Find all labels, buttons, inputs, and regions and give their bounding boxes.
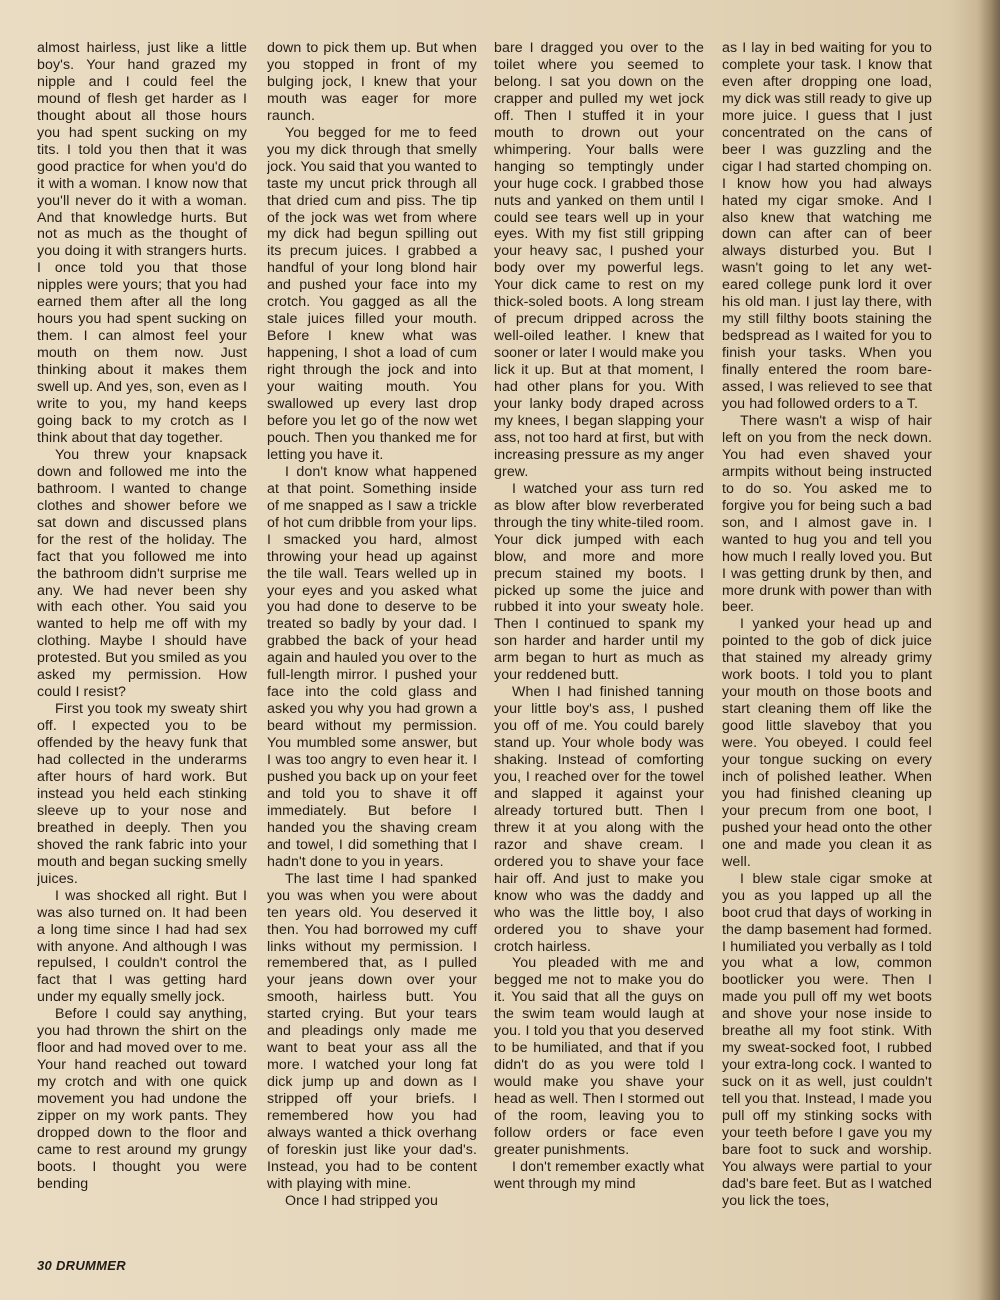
paragraph: I don't remember exactly what went through my mind [494, 1158, 704, 1192]
paragraph: You pleaded with me and begged me not to make you do it. You said that all the guys on the swim team would laugh at you. I told you that you deserved to be humiliated, and that if you didn't do as you were told I would make you shave your head as well. Then I stormed out of the room, leaving you to follow orders or face even greater punishments. [494, 955, 704, 1158]
paragraph: as I lay in bed waiting for you to complete your task. I know that even after dropping one load, my dick was still ready to give up more juice. I guess that I just concentrated on the cans of beer I was guzzling and the cigar I had started chomping on. I know how you had always hated my cigar smoke. And I also knew that watching me down can after can of beer always disturbed you. But I wasn't going to let any wet-eared college punk lord it over his old man. I just lay there, with my still filthy boots staining the bedspread as I waited for you to finish your tasks. When you finally entered the room bare-assed, I was relieved to see that you had followed orders to a T. [722, 40, 932, 413]
paragraph: The last time I had spanked you was when you were about ten years old. You deserved it then. You had borrowed my cuff links without my permission. I remembered that, as I pulled your jeans down over your smooth, hairless butt. You started crying. But your tears and pleadings only made me want to beat your ass all the more. I watched your long fat dick jump up and down as I stripped off your briefs. I remembered how you had always wanted a thick overhang of foreskin just like your dad's. Instead, you had to be content with playing with mine. [267, 870, 477, 1192]
paragraph: I blew stale cigar smoke at you as you lapped up all the boot crud that days of working in the damp basement had formed. I humiliated you verbally as I told you what a low, common bootlicker you were. Then I made you pull off my wet boots and shove your nose inside to breathe all my foot stink. With my sweat-socked foot, I rubbed your extra-long cock. I wanted to suck on it as well, just couldn't tell you that. Instead, I made you pull off my stinking socks with your teeth before I gave you my bare foot to suck and worship. You always were partial to your dad's bare feet. But as I watched you lick the toes, [722, 870, 932, 1209]
paragraph: I was shocked all right. But I was also turned on. It had been a long time since I had had sex with anyone. And although I was repulsed, I couldn't control the fact that I was getting hard under my equally smelly jock. [37, 887, 247, 1006]
text-column-4 [722, 40, 932, 1268]
paragraph: almost hairless, just like a little boy's. Your hand grazed my nipple and I could feel the mound of flesh get harder as I thought about all those hours you had spent sucking on my tits. I told you then that it was good practice for when you'd do it with a woman. I know now that you'll never do it with a woman. And that knowledge hurts. But not as much as the thought of you doing it with strangers hurts. I once told you that those nipples were yours; that you had earned them after all the long hours you had spent sucking on them. I can almost feel your mouth on them now. Just thinking about it makes them swell up. And yes, son, even as I write to you, my hand keeps going back to my crotch as I think about that day together. [37, 40, 247, 446]
page-edge-shadow [978, 0, 1000, 1300]
paragraph: First you took my sweaty shirt off. I expected you to be offended by the heavy funk that had collected in the underarms after hours of hard work. But instead you held each stinking sleeve up to your nose and breathed in deeply. Then you shoved the rank fabric into your mouth and began sucking smelly juices. [37, 701, 247, 887]
paragraph: I watched your ass turn red as blow after blow reverberated through the tiny white-tiled room. Your dick jumped with each blow, and more and more precum stained my boots. I picked up some the juice and rubbed it into your sweaty hole. Then I continued to spank my son harder and harder until my arm began to hurt as much as your reddened butt. [494, 480, 704, 684]
text-column-3 [494, 40, 704, 1268]
text-column-1 [37, 40, 247, 1268]
paragraph: You begged for me to feed you my dick through that smelly jock. You said that you wanted to taste my uncut prick through all that dried cum and piss. The tip of the jock was wet from where my dick had begun spilling out its precum juices. I grabbed a handful of your long blond hair and pushed your face into my crotch. You gagged as all the stale juices filled your mouth. Before I knew what was happening, I shot a load of cum right through the jock and into your waiting mouth. You swallowed up every last drop before you let go of the now wet pouch. Then you thanked me for letting you have it. [267, 124, 477, 463]
text-column-2 [267, 40, 477, 1268]
paragraph: Once I had stripped you [285, 1192, 438, 1209]
paragraph: down to pick them up. But when you stopped in front of my bulging jock, I knew that your mouth was eager for more raunch. [267, 40, 477, 124]
page-folio: 30 DRUMMER [37, 1258, 126, 1273]
paragraph: I yanked your head up and pointed to the gob of dick juice that stained my already grimy work boots. I told you to plant your mouth on those boots and start cleaning them off like the good little slaveboy that you were. You obeyed. I could feel your tongue sucking on every inch of polished leather. When you had finished cleaning up your precum from one boot, I pushed your head onto the other one and made you clean it as well. [722, 616, 932, 870]
paragraph: bare I dragged you over to the toilet where you seemed to belong. I sat you down on the crapper and pulled my wet jock off. Then I stuffed it in your mouth to drown out your whimpering. Your balls were hanging so temptingly under your huge cock. I grabbed those nuts and yanked on them until I could see tears well up in your eyes. With my fist still gripping your heavy sac, I pushed your body over my powerful legs. Your dick came to rest on my thick-soled boots. A long stream of precum dripped across the well-oiled leather. I knew that sooner or later I would make you lick it up. But at that moment, I had other plans for you. With your lanky body draped across my knees, I began slapping your ass, not too hard at first, but with increasing pressure as my anger grew. [494, 40, 704, 480]
paragraph: There wasn't a wisp of hair left on you from the neck down. You had even shaved your armpits without being instructed to do so. You asked me to forgive you for being such a bad son, and I almost gave in. I wanted to hug you and tell you how much I really loved you. But I was getting drunk by then, and more drunk with power than with beer. [722, 412, 932, 616]
paragraph: When I had finished tanning your little boy's ass, I pushed you off of me. You could barely stand up. Your whole body was shaking. Instead of comforting you, I reached over for the towel and slapped it against your already tortured butt. Then I threw it at you along with the razor and shave cream. I ordered you to shave your face hair off. And just to make you know who was the daddy and who was the little boy, I also ordered you to shave your crotch hairless. [494, 684, 704, 955]
paragraph: You threw your knapsack down and followed me into the bathroom. I wanted to change clothes and shower before we sat down and discussed plans for the rest of the holiday. The fact that you followed me into the bathroom didn't surprise me any. We had never been shy with each other. You said you wanted to help me off with my clothing. Maybe I should have protested. But you smiled as you asked my permission. How could I resist? [37, 446, 247, 701]
paragraph: I don't know what happened at that point. Something inside of me snapped as I saw a trickle of hot cum dribble from your lips. I smacked you hard, almost throwing your head up against the tile wall. Tears welled up in your eyes and you asked what you had done to deserve to be treated so badly by your dad. I grabbed the back of your head again and hauled you over to the full-length mirror. I pushed your face into the cold glass and asked you why you had grown a beard without my permission. You mumbled some answer, but I was too angry to even hear it. I pushed you back up on your feet and told you to shave it off immediately. But before I handed you the shaving cream and towel, I did something that I hadn't done to you in years. [267, 463, 477, 870]
paragraph: Before I could say anything, you had thrown the shirt on the floor and had moved over to me. Your hand reached out toward my crotch and with one quick movement you had undone the zipper on my work pants. They dropped down to the floor and came to rest around my grungy boots. I thought you were bending [37, 1006, 247, 1192]
